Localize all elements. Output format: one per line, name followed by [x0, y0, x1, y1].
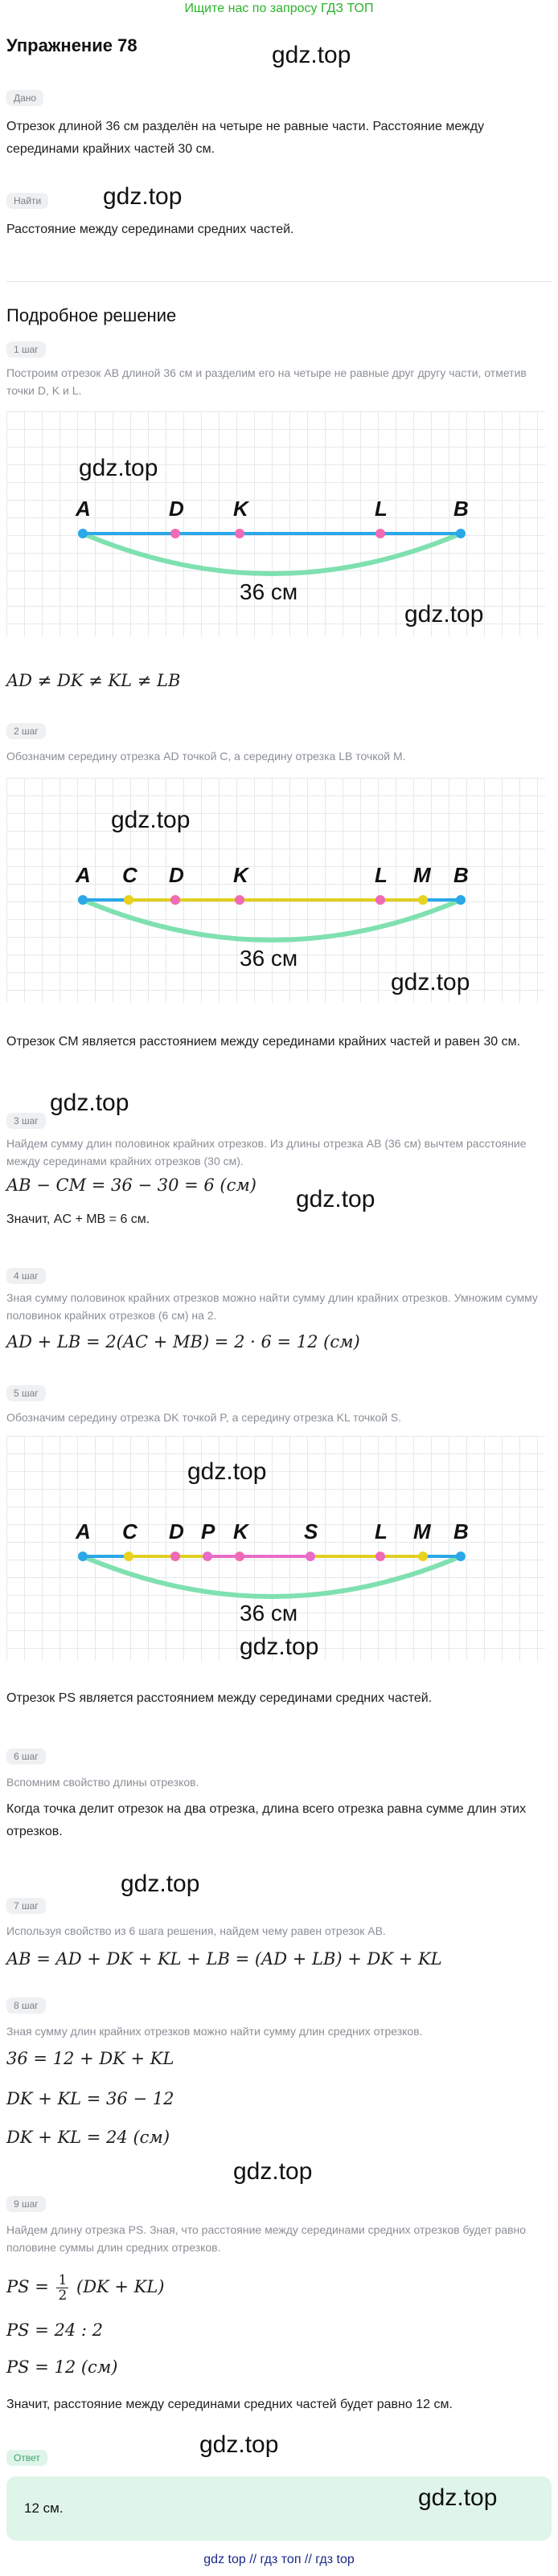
watermark: gdz.top [50, 1090, 129, 1116]
watermark: gdz.top [272, 42, 351, 68]
fraction-denominator: 2 [58, 2288, 68, 2304]
step-9-conclusion: Значит, расстояние между серединами средних частей будет равно 12 см. [6, 2398, 453, 2411]
step-6-conclusion: Когда точка делит отрезок на два отрезка, длина всего отрезка равна сумме длин этих отрезков. [6, 1802, 527, 1838]
point-a [78, 1552, 88, 1561]
label-c: C [122, 863, 137, 887]
point-m [418, 1552, 428, 1561]
watermark: gdz.top [404, 601, 484, 628]
step-8-formula-3: DK + KL = 24 (см) [6, 2128, 170, 2147]
label-b: B [453, 1519, 469, 1544]
step-4-text: Зная сумму половинок крайних отрезков можно найти сумму длин крайних отрезков. Умножим сумму половинок крайних отрезков (6 см) на 2. [6, 1291, 538, 1322]
step-9-badge: 9 шаг [6, 2196, 46, 2212]
step-5-badge: 5 шаг [6, 1385, 46, 1401]
step-5-figure [6, 1436, 545, 1661]
watermark: gdz.top [187, 1458, 267, 1485]
step-3-conclusion: Значит, AC + MB = 6 см. [6, 1212, 150, 1226]
fraction [56, 2273, 68, 2303]
step-9-formula-1 [6, 2273, 165, 2303]
watermark: gdz.top [391, 969, 470, 996]
length-label: 36 см [240, 1601, 298, 1625]
watermark: gdz.top [233, 2158, 313, 2185]
search-hint-link[interactable]: Ищите нас по запросу ГДЗ ТОП [184, 2, 374, 15]
point-b [456, 529, 466, 538]
arc [83, 900, 461, 940]
point-p [203, 1552, 212, 1561]
label-d: D [169, 1519, 184, 1544]
point-k [235, 895, 244, 905]
label-k: K [233, 1519, 248, 1544]
find-badge: Найти [6, 193, 48, 209]
point-c [124, 895, 133, 905]
label-k: K [233, 863, 248, 887]
arc [83, 1556, 461, 1597]
label-l: L [375, 863, 388, 887]
label-p: P [201, 1519, 215, 1544]
answer-box [6, 2476, 552, 2541]
watermark: gdz.top [79, 455, 158, 481]
step-1-figure [6, 411, 545, 636]
label-m: M [413, 863, 431, 887]
point-d [170, 529, 180, 538]
step-2-text: Обозначим середину отрезка AD точкой C, а середину отрезка LB точкой M. [6, 750, 406, 763]
given-text: Отрезок длиной 36 см разделён на четыре не равные части. Расстояние между серединами крайних частей 30 см. [6, 120, 485, 156]
step-7-badge: 7 шаг [6, 1898, 46, 1914]
point-m [418, 895, 428, 905]
point-s [306, 1552, 315, 1561]
step-1-text: Построим отрезок AB длиной 36 см и разделим его на четыре не равные друг другу части, отметив точки D, K и L. [6, 366, 527, 397]
label-s: S [304, 1519, 318, 1544]
point-a [78, 895, 88, 905]
step-2-figure [6, 778, 545, 1003]
point-k [235, 529, 244, 538]
point-l [375, 529, 385, 538]
step-5-text: Обозначим середину отрезка DK точкой P, а середину отрезка KL точкой S. [6, 1411, 402, 1424]
step-3-formula: AB − CM = 36 − 30 = 6 (см) [6, 1176, 256, 1195]
watermark: gdz.top [240, 1634, 319, 1660]
watermark: gdz.top [103, 183, 183, 210]
point-b [456, 1552, 466, 1561]
step-3-badge: 3 шаг [6, 1113, 46, 1129]
answer-text: 12 см. [24, 2500, 64, 2516]
watermark: gdz.top [121, 1871, 200, 1897]
label-b: B [453, 497, 469, 521]
label-a: A [76, 863, 91, 887]
solution-title: Подробное решение [6, 305, 177, 325]
step-8-text: Зная сумму длин крайних отрезков можно найти сумму длин средних отрезков. [6, 2025, 423, 2038]
watermark: gdz.top [296, 1186, 375, 1212]
point-d [170, 1552, 180, 1561]
point-l [375, 895, 385, 905]
step-5-conclusion: Отрезок PS является расстоянием между серединами средних частей. [6, 1691, 433, 1705]
point-l [375, 1552, 385, 1561]
footer-links[interactable]: gdz top // гдз топ // гдз top [203, 2553, 355, 2566]
step-8-badge: 8 шаг [6, 1997, 46, 2014]
label-c: C [122, 1519, 137, 1544]
watermark: gdz.top [111, 807, 191, 833]
fraction-numerator: 1 [58, 2272, 68, 2288]
label-d: D [169, 863, 184, 887]
step-8-formula-1: 36 = 12 + DK + KL [6, 2049, 174, 2068]
step-9-formula-3: PS = 12 (см) [6, 2357, 118, 2377]
label-l: L [375, 1519, 388, 1544]
step-7-text: Используя свойство из 6 шага решения, найдем чему равен отрезок AB. [6, 1924, 386, 1937]
label-a: A [76, 497, 91, 521]
length-label: 36 см [240, 579, 298, 604]
step-2-badge: 2 шаг [6, 723, 46, 739]
formula-left: PS = [6, 2277, 49, 2296]
step-1-badge: 1 шаг [6, 341, 46, 358]
label-k: K [233, 497, 248, 521]
step-1-formula: AD ≠ DK ≠ KL ≠ LB [6, 671, 181, 690]
formula-right: (DK + KL) [76, 2277, 165, 2296]
step-3-text: Найдем сумму длин половинок крайних отрезков. Из длины отрезка AB (36 см) вычтем расстояние между серединами крайних отрезков (30 см). [6, 1137, 527, 1167]
step-9-text: Найдем длину отрезка PS. Зная, что расстояние между серединами средних отрезков будет равно половине суммы длин средних отрезков. [6, 2223, 527, 2254]
given-badge: Дано [6, 90, 43, 106]
step-4-badge: 4 шаг [6, 1268, 46, 1284]
point-k [235, 1552, 244, 1561]
page-title: Упражнение 78 [6, 35, 137, 55]
arc [83, 534, 461, 574]
length-label: 36 см [240, 946, 298, 971]
point-b [456, 895, 466, 905]
label-d: D [169, 497, 184, 521]
label-b: B [453, 863, 469, 887]
point-a [78, 529, 88, 538]
step-8-formula-2: DK + KL = 36 − 12 [6, 2089, 174, 2108]
step-6-text: Вспомним свойство длины отрезков. [6, 1776, 199, 1789]
watermark: gdz.top [418, 2484, 498, 2511]
find-text: Расстояние между серединами средних частей. [6, 223, 294, 236]
step-9-formula-2: PS = 24 : 2 [6, 2320, 103, 2340]
divider [6, 281, 552, 282]
point-c [124, 1552, 133, 1561]
label-a: A [76, 1519, 91, 1544]
step-6-badge: 6 шаг [6, 1748, 46, 1764]
point-d [170, 895, 180, 905]
label-l: L [375, 497, 388, 521]
label-m: M [413, 1519, 431, 1544]
watermark: gdz.top [199, 2431, 279, 2458]
step-7-formula: AB = AD + DK + KL + LB = (AD + LB) + DK + KL [6, 1949, 442, 1969]
answer-badge: Ответ [6, 2450, 47, 2466]
step-4-formula: AD + LB = 2(AC + MB) = 2 · 6 = 12 (см) [6, 1332, 360, 1351]
step-2-conclusion: Отрезок CM является расстоянием между серединами крайних частей и равен 30 см. [6, 1035, 521, 1049]
